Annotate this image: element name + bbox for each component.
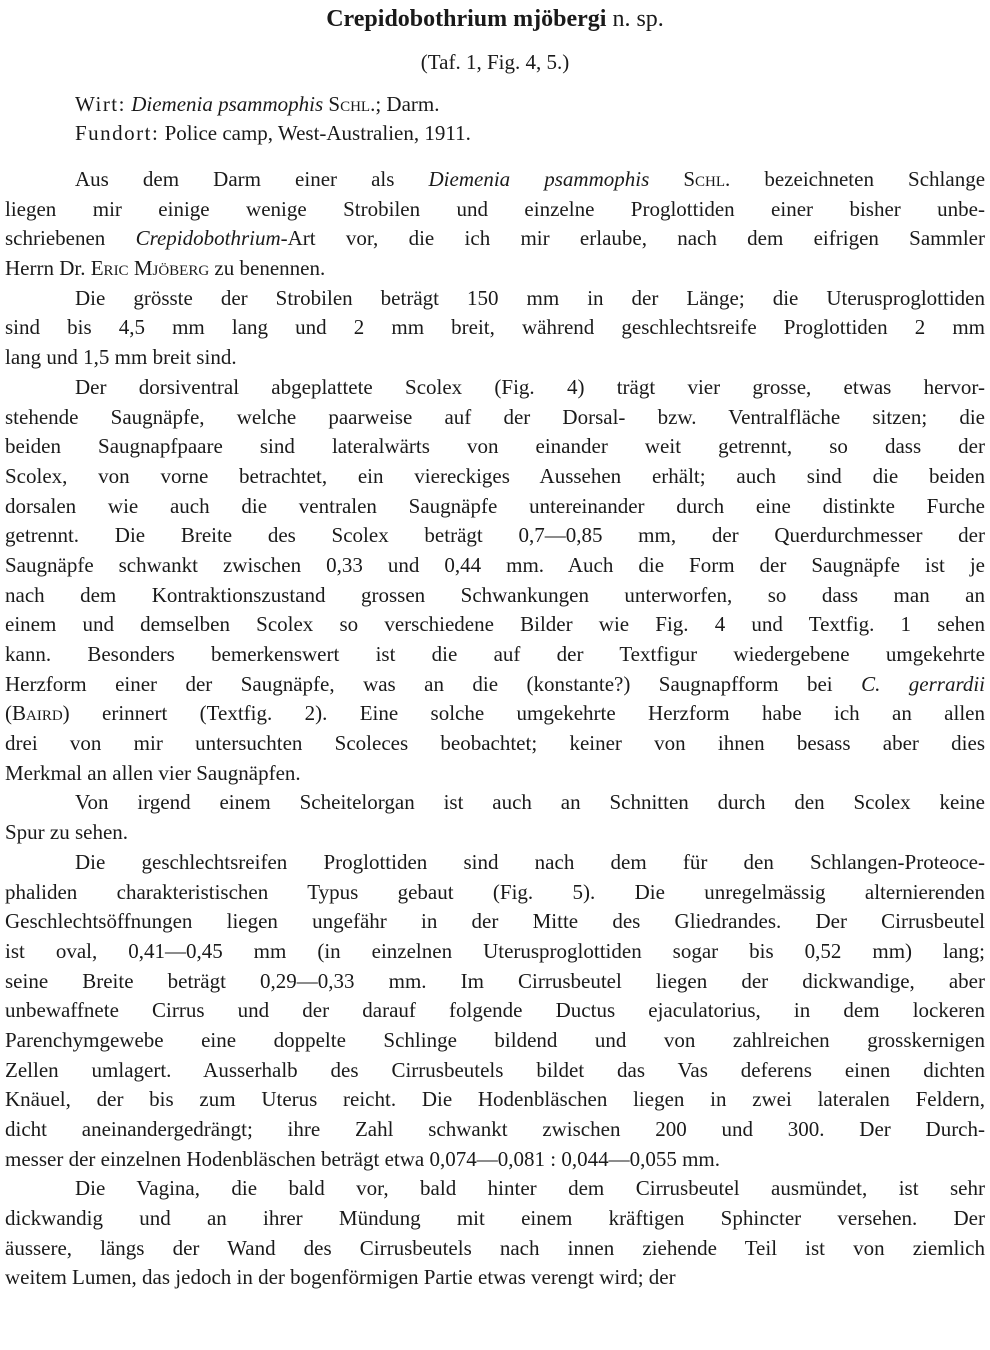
text-segment: phaliden charakteristischen Typus gebaut (Fig. 5). Die unregelmässig alternierenden [5, 879, 985, 904]
small-caps-name: Baird [12, 701, 63, 726]
text-segment: messer der einzelnen Hodenbläschen beträgt etwa 0,074—0,081 : 0,044—0,055 mm. [5, 1146, 720, 1171]
italic-term: C. gerrardii [861, 671, 986, 696]
text-segment: Die geschlechtsreifen Proglottiden sind nach dem für den Schlangen-Proteoce- [75, 849, 985, 874]
text-line [5, 907, 985, 937]
text-segment: sind bis 4,5 mm lang und 2 mm breit, während geschlechtsreife Proglottiden 2 mm [5, 315, 985, 340]
host-author: Schl. [328, 92, 376, 116]
text-line [5, 284, 985, 314]
text-segment: dickwandig und an ihrer Mündung mit einem kräftigen Sphincter versehen. Der [5, 1206, 985, 1231]
text-line [5, 313, 985, 343]
text-line [5, 373, 985, 403]
italic-term: Diemenia psammophis [428, 167, 650, 191]
text-segment: Herzform einer der Saugnäpfe, was an die (konstante?) Saugnapfform bei [5, 671, 862, 696]
small-caps-name: Eric Mjöberg [90, 256, 210, 281]
text-line [5, 1234, 985, 1264]
text-segment: Saugnäpfe schwankt zwischen 0,33 und 0,44 mm. Auch die Form der Saugnäpfe ist je [5, 552, 985, 577]
text-segment: bezeichneten Schlange [730, 167, 986, 191]
text-line [5, 521, 985, 551]
text-segment: einem und demselben Scolex so verschiedene Bilder wie Fig. 4 und Textfig. 1 sehen [5, 612, 985, 637]
text-line [5, 878, 985, 908]
text-segment: getrennt. Die Breite des Scolex beträgt 0,7—0,85 mm, der Querdurchmesser der [5, 523, 985, 548]
text-segment: dicht aneinandergedrängt; ihre Zahl schwankt zwischen 200 und 300. Der Durch- [5, 1117, 985, 1141]
text-line [5, 729, 985, 759]
text-line [5, 759, 985, 789]
text-line [5, 165, 985, 195]
italic-term: Crepidobothrium [135, 226, 281, 251]
host-label: Wirt: [75, 92, 126, 116]
text-line [5, 640, 985, 670]
host-line [75, 92, 439, 117]
text-line [5, 788, 985, 818]
text-line [5, 937, 985, 967]
text-segment: äussere, längs der Wand des Cirrusbeutels nach innen ziehende Teil ist von ziemlich [5, 1235, 985, 1260]
text-line [5, 254, 985, 284]
text-segment: ist oval, 0,41—0,45 mm (in einzelnen Uterusproglottiden sogar bis 0,52 mm) lang; [5, 938, 985, 963]
text-segment: nach dem Kontraktionszustand grossen Schwankungen unterworfen, so dass man an [5, 582, 985, 607]
text-segment: Merkmal an allen vier Saugnäpfen. [5, 760, 301, 785]
text-segment: unbewaffnete Cirrus und der darauf folgende Ductus ejaculatorius, in dem lockeren [5, 998, 985, 1023]
text-line [5, 551, 985, 581]
text-line [5, 195, 985, 225]
host-rest: ; Darm. [375, 92, 440, 116]
text-segment: ( [5, 701, 12, 726]
text-line [5, 1263, 985, 1293]
text-line [5, 1145, 985, 1175]
text-segment: seine Breite beträgt 0,29—0,33 mm. Im Cirrusbeutel liegen der dickwandige, aber [5, 968, 985, 993]
text-segment: Aus dem Darm einer als [75, 167, 429, 191]
locality: Police camp, West-Australien, 1911. [164, 121, 471, 145]
text-segment: kann. Besonders bemerkenswert ist die auf der Textfigur wiedergebene umgekehrte [5, 642, 985, 666]
text-line [5, 996, 985, 1026]
text-segment: Der dorsiventral abgeplattete Scolex (Fig. 4) trägt vier grosse, etwas hervor- [75, 374, 985, 399]
body-text [5, 165, 985, 1293]
text-line [5, 699, 985, 729]
text-segment: Parenchymgewebe eine doppelte Schlinge bildend und von zahlreichen grosskernigen [5, 1027, 985, 1052]
text-segment: Herrn Dr. [5, 256, 91, 281]
text-segment: -Art vor, die ich mir erlaube, nach dem eifrigen Sammler [280, 226, 985, 251]
text-segment: lang und 1,5 mm breit sind. [5, 345, 237, 370]
text-segment: Die Vagina, die bald vor, bald hinter dem Cirrusbeutel ausmündet, ist sehr [75, 1176, 985, 1201]
text-line [5, 432, 985, 462]
locality-line [75, 121, 471, 146]
locality-label: Fundort: [75, 121, 160, 145]
text-segment: Knäuel, der bis zum Uterus reicht. Die Hodenbläschen liegen in zwei lateralen Feldern, [5, 1087, 985, 1112]
text-segment: beiden Saugnapfpaare sind lateralwärts von einander weit getrennt, so dass der [5, 434, 985, 459]
text-segment: Von irgend einem Scheitelorgan ist auch an Schnitten durch den Scolex keine [75, 790, 985, 815]
text-line [5, 848, 985, 878]
text-segment: Die grösste der Strobilen beträgt 150 mm in der Länge; die Uterusproglottiden [75, 285, 985, 310]
text-line [5, 670, 985, 700]
text-segment: zu benennen. [209, 256, 326, 281]
text-line [5, 1085, 985, 1115]
small-caps-name: Schl. [683, 167, 731, 191]
text-line [5, 462, 985, 492]
text-segment: stehende Saugnäpfe, welche paarweise auf der Dorsal- bzw. Ventralfläche sitzen; die [5, 404, 985, 429]
new-species-marker: n. sp. [612, 6, 664, 32]
text-segment: drei von mir untersuchten Scoleces beobachtet; keiner von ihnen besass aber dies [5, 731, 985, 756]
text-line [5, 403, 985, 433]
text-line [5, 967, 985, 997]
text-line [5, 343, 985, 373]
text-line [5, 818, 985, 848]
text-line [5, 1056, 985, 1086]
text-line [5, 581, 985, 611]
species-title [0, 6, 990, 33]
text-line [5, 610, 985, 640]
text-segment: Scolex, von vorne betrachtet, ein viereckiges Aussehen erhält; auch sind die beiden [5, 463, 985, 488]
text-line [5, 1115, 985, 1145]
text-line [5, 224, 985, 254]
species-name: Crepidobothrium mjöbergi [326, 6, 607, 32]
text-segment: dorsalen wie auch die ventralen Saugnäpfe untereinander durch eine distinkte Furche [5, 493, 985, 518]
text-segment: schriebenen [5, 226, 136, 251]
text-segment: Geschlechtsöffnungen liegen ungefähr in der Mitte des Gliedrandes. Der Cirrusbeutel [5, 909, 985, 934]
text-line [5, 1204, 985, 1234]
host-species: Diemenia psammophis [131, 92, 324, 116]
plate-reference: (Taf. 1, Fig. 4, 5.) [420, 50, 570, 74]
text-line [5, 492, 985, 522]
text-line [5, 1174, 985, 1204]
text-segment: ) erinnert (Textfig. 2). Eine solche umgekehrte Herzform habe ich an allen [62, 701, 985, 726]
text-segment [649, 167, 683, 191]
text-segment: Zellen umlagert. Ausserhalb des Cirrusbeutels bildet das Vas deferens einen dichten [5, 1057, 985, 1082]
text-segment: liegen mir einige wenige Strobilen und einzelne Proglottiden einer bisher unbe- [5, 196, 985, 221]
text-segment: weitem Lumen, das jedoch in der bogenförmigen Partie etwas verengt wird; der [5, 1265, 676, 1290]
text-segment: Spur zu sehen. [5, 820, 129, 845]
text-line [5, 1026, 985, 1056]
